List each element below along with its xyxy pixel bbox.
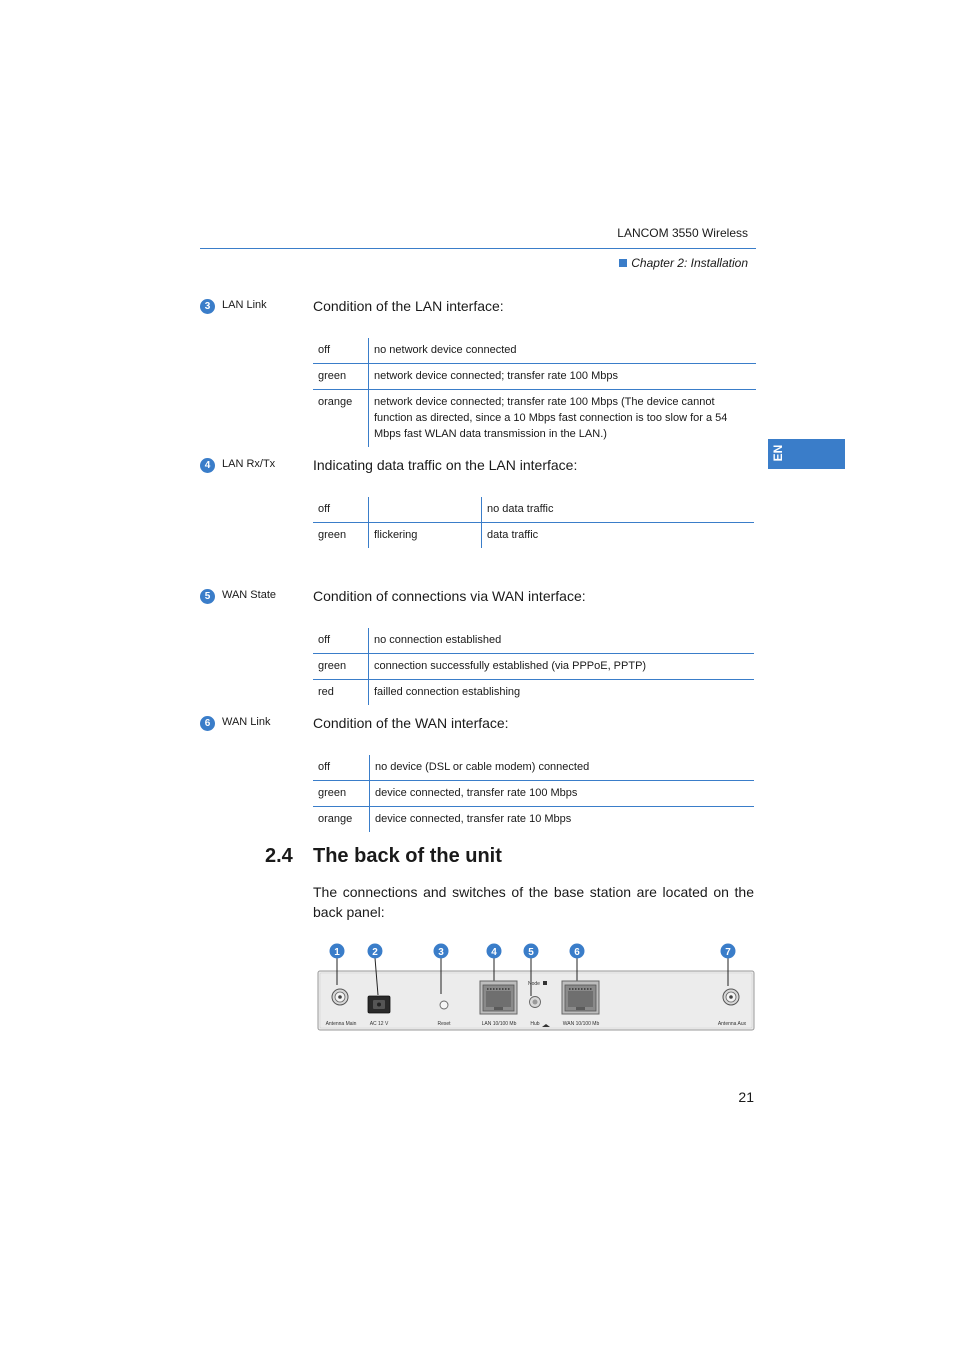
table-cell: green — [313, 781, 370, 807]
port-label: WAN 10/100 Mb — [562, 1021, 600, 1027]
table-cell: off — [313, 755, 370, 781]
callout-circles — [330, 944, 736, 959]
running-header-chapter — [560, 256, 748, 270]
callout-number: 3 — [438, 947, 444, 958]
table-row — [313, 628, 754, 654]
port-label: Hub — [530, 1021, 540, 1027]
running-header-title: LANCOM 3550 Wireless — [617, 226, 748, 240]
table-cell: data traffic — [487, 529, 539, 541]
table-cell: green — [313, 364, 369, 390]
table-row — [313, 654, 754, 680]
table-cell: device connected, transfer rate 10 Mbps — [375, 813, 572, 825]
side-label-lan-rx-tx: LAN Rx/Tx — [222, 458, 276, 470]
chapter-label: Chapter 2: Installation — [631, 256, 748, 270]
table-cell: no data traffic — [482, 497, 755, 523]
section-heading-wan-link: Condition of the WAN interface: — [313, 715, 509, 731]
table-cell: off — [313, 497, 369, 523]
page-number: 21 — [738, 1089, 754, 1105]
table-cell: network device connected; transfer rate 100 Mbps — [369, 364, 757, 390]
section-heading-lan-link: Condition of the LAN interface: — [313, 298, 504, 314]
hub-node-switch-icon[interactable] — [530, 997, 541, 1008]
table-row — [313, 390, 756, 448]
table-cell: failled connection establishing — [374, 686, 521, 698]
table-row — [313, 523, 754, 549]
port-label: Antenna Aux — [717, 1021, 747, 1027]
table-row — [313, 807, 754, 833]
table-wan-state — [313, 628, 754, 705]
antenna-main-connector-icon — [332, 989, 348, 1005]
table-cell: device connected, transfer rate 100 Mbps — [370, 781, 755, 807]
table-cell: flickering — [369, 523, 482, 549]
table-cell: connection successfully established (via PPPoE, PPTP) — [369, 654, 755, 680]
callout-4-icon: 4 — [200, 458, 215, 473]
table-cell: green — [313, 523, 369, 549]
table-lan-link — [313, 338, 756, 447]
table-lan-rx-tx — [313, 497, 754, 548]
side-label-lan-link: LAN Link — [222, 299, 267, 311]
wan-port-icon — [562, 981, 599, 1014]
callout-number: 1 — [334, 947, 340, 958]
reset-button-icon — [440, 1001, 448, 1009]
section-heading-lan-rx-tx: Indicating data traffic on the LAN interface: — [313, 457, 578, 473]
table-row — [313, 781, 754, 807]
side-label-wan-state: WAN State — [222, 589, 276, 601]
table-wan-link — [313, 755, 754, 832]
table-cell: no network device connected — [369, 338, 757, 364]
side-label-wan-link: WAN Link — [222, 716, 271, 728]
mode-indicator-icon — [543, 981, 547, 985]
language-tab — [768, 439, 845, 469]
callout-number: 5 — [528, 947, 534, 958]
callout-6-icon: 6 — [200, 716, 215, 731]
section-title: The back of the unit — [313, 845, 502, 867]
table-cell: network device connected; transfer rate 100 Mbps (The device cannot function as directed, since a 10 Mbps fast connection is too slow for a 54 Mbps fast WLAN data transmission in the LAN.) — [374, 396, 728, 440]
section-number: 2.4 — [265, 845, 293, 867]
table-cell — [369, 497, 482, 523]
lan-port-icon — [480, 981, 517, 1014]
callout-3-icon: 3 — [200, 299, 215, 314]
table-cell: off — [313, 338, 369, 364]
table-row — [313, 338, 756, 364]
port-label: AC 12 V — [369, 1021, 389, 1027]
table-cell: no device (DSL or cable modem) connected — [370, 755, 755, 781]
table-cell: orange — [313, 807, 370, 833]
callout-number: 6 — [574, 947, 580, 958]
port-label: LAN 10/100 Mb — [481, 1021, 517, 1027]
antenna-aux-connector-icon — [723, 989, 739, 1005]
intro-paragraph: The connections and switches of the base station are located on the back panel: — [313, 884, 754, 920]
table-cell: green — [313, 654, 369, 680]
table-cell: off — [313, 628, 369, 654]
callout-number: 7 — [725, 947, 731, 958]
chapter-marker-icon — [619, 259, 627, 267]
table-row — [313, 680, 754, 706]
port-label: Reset — [437, 1021, 451, 1027]
table-cell: orange — [313, 390, 369, 448]
section-heading-wan-state: Condition of connections via WAN interface: — [313, 588, 586, 604]
table-cell: no connection established — [369, 628, 755, 654]
power-socket-icon — [368, 996, 390, 1013]
language-tab-label: EN — [771, 444, 785, 462]
callout-5-icon: 5 — [200, 589, 215, 604]
callout-number: 2 — [372, 947, 378, 958]
port-label: Antenna Main — [325, 1021, 357, 1027]
table-row — [313, 497, 754, 523]
back-panel-figure — [310, 938, 760, 1034]
mode-label: Node — [528, 981, 540, 987]
table-row — [313, 755, 754, 781]
table-row — [313, 364, 756, 390]
callout-number: 4 — [491, 947, 497, 958]
table-cell: red — [313, 680, 369, 706]
header-rule — [200, 248, 756, 249]
